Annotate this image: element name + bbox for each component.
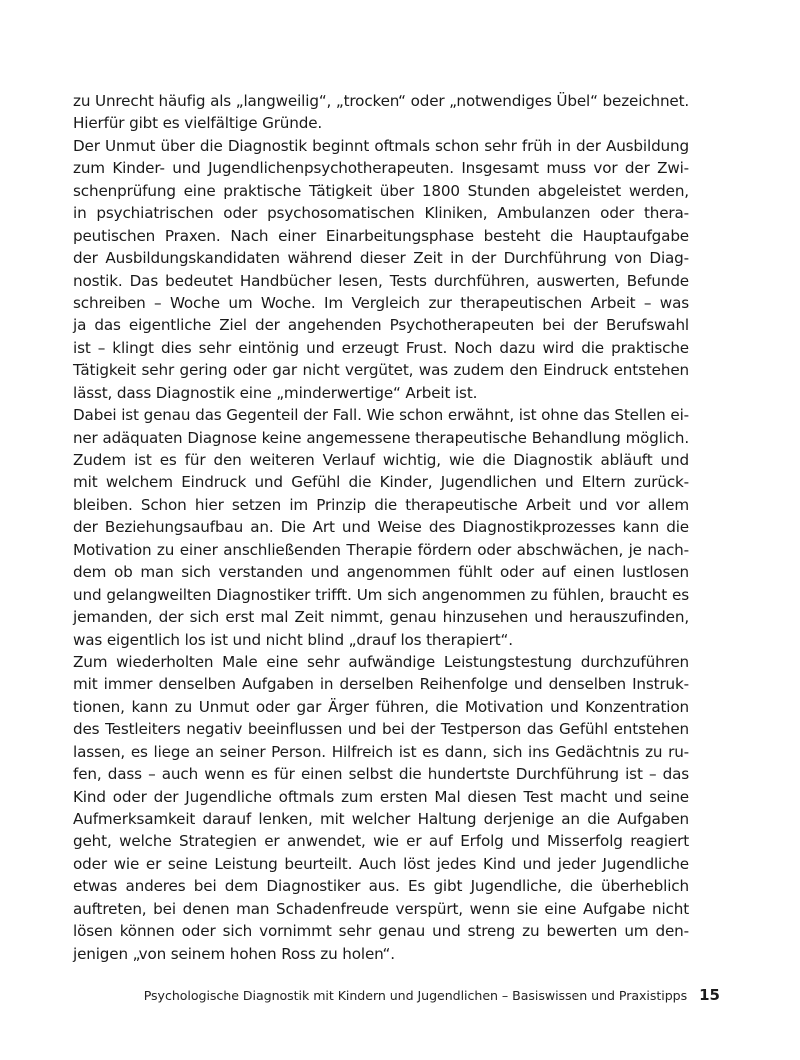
text-line: ist – klingt dies sehr eintönig und erzeugt Frust. Noch dazu wird die praktische	[73, 338, 689, 357]
text-line: schreiben – Woche um Woche. Im Vergleich zur therapeutischen Arbeit – was	[73, 293, 689, 312]
text-line: etwas anderes bei dem Diagnostiker aus. Es gibt Jugendliche, die überheblich	[73, 877, 689, 896]
text-line: was eigentlich los ist und nicht blind „drauf los therapiert“.	[73, 630, 513, 649]
page-footer	[144, 986, 720, 1004]
text-line: Kind oder der Jugendliche oftmals zum ersten Mal diesen Test macht und seine	[73, 787, 689, 806]
text-line: der Ausbildungskandidaten während dieser Zeit in der Durchführung von Diag-	[73, 249, 689, 268]
text-line: peutischen Praxen. Nach einer Einarbeitungsphase besteht die Hauptaufgabe	[73, 226, 689, 245]
text-line: Zudem ist es für den weiteren Verlauf wichtig, wie die Diagnostik abläuft und	[73, 451, 689, 469]
text-line: der Beziehungsaufbau an. Die Art und Weise des Diagnostikprozesses kann die	[73, 518, 689, 537]
text-line: und gelangweilten Diagnostiker trifft. Um sich angenommen zu fühlen, braucht es	[73, 585, 689, 604]
text-line: Hierfür gibt es vielfältige Gründe.	[73, 114, 323, 133]
text-line: des Testleiters negativ beeinflussen und bei der Testperson das Gefühl entstehen	[73, 720, 689, 739]
page-number: 15	[699, 986, 720, 1004]
text-line: Aufmerksamkeit darauf lenken, mit welcher Haltung derjenige an die Aufgaben	[73, 810, 689, 828]
text-line: ja das eigentliche Ziel der angehenden Psychotherapeuten bei der Berufswahl	[73, 316, 689, 335]
text-line: fen, dass – auch wenn es für einen selbst die hundertste Durchführung ist – das	[73, 765, 689, 784]
paragraph	[73, 135, 689, 404]
text-line: zum Kinder- und Jugendlichenpsychotherapeuten. Insgesamt muss vor der Zwi-	[73, 159, 689, 178]
text-line: zu Unrecht häufig als „langweilig“, „trocken“ oder „notwendiges Übel“ bezeichnet.	[73, 92, 690, 110]
text-line: lassen, es liege an seiner Person. Hilfreich ist es dann, sich ins Gedächtnis zu ru-	[73, 742, 689, 761]
text-line: Tätigkeit sehr gering oder gar nicht vergütet, was zudem den Eindruck entstehen	[73, 361, 689, 380]
text-line: dem ob man sich verstanden und angenommen fühlt oder auf einen lustlosen	[73, 563, 689, 582]
text-line: lässt, dass Diagnostik eine „minderwertige“ Arbeit ist.	[73, 383, 478, 402]
text-line: schenprüfung eine praktische Tätigkeit über 1800 Stunden abgeleistet werden,	[73, 181, 689, 200]
text-line: Der Unmut über die Diagnostik beginnt oftmals schon sehr früh in der Ausbildung	[73, 136, 689, 155]
text-line: auftreten, bei denen man Schadenfreude verspürt, wenn sie eine Aufgabe nicht	[73, 899, 689, 918]
text-line: lösen können oder sich vornimmt sehr genau und streng zu bewerten um den-	[73, 922, 689, 941]
paragraph	[73, 90, 689, 135]
text-line: Dabei ist genau das Gegenteil der Fall. Wie schon erwähnt, ist ohne das Stellen ei-	[73, 406, 689, 425]
paragraph	[73, 651, 689, 965]
text-line: Motivation zu einer anschließenden Therapie fördern oder abschwächen, je nach-	[73, 540, 689, 559]
text-line: ner adäquaten Diagnose keine angemessene therapeutische Behandlung möglich.	[73, 428, 689, 447]
text-line: nostik. Das bedeutet Handbücher lesen, Tests durchführen, auswerten, Befunde	[73, 271, 689, 290]
text-line: geht, welche Strategien er anwendet, wie er auf Erfolg und Misserfolg reagiert	[73, 832, 689, 851]
text-line: oder wie er seine Leistung beurteilt. Auch löst jedes Kind und jeder Jugendliche	[73, 854, 689, 873]
text-line: in psychiatrischen oder psychosomatischen Kliniken, Ambulanzen oder thera-	[73, 204, 689, 223]
paragraph	[73, 404, 689, 651]
text-line: mit welchem Eindruck und Gefühl die Kinder, Jugendlichen und Eltern zurück-	[73, 473, 689, 492]
text-line: Zum wiederholten Male eine sehr aufwändige Leistungstestung durchzuführen	[73, 652, 689, 671]
text-line: bleiben. Schon hier setzen im Prinzip die therapeutische Arbeit und vor allem	[73, 495, 689, 514]
text-line: jenigen „von seinem hohen Ross zu holen“.	[73, 944, 395, 963]
text-line: tionen, kann zu Unmut oder gar Ärger führen, die Motivation und Konzentration	[73, 697, 689, 716]
text-line: mit immer denselben Aufgaben in derselben Reihenfolge und denselben Instruk-	[73, 675, 689, 694]
text-line: jemanden, der sich erst mal Zeit nimmt, genau hinzusehen und herauszufinden,	[73, 608, 689, 627]
body-text	[73, 90, 689, 965]
running-footer-title: Psychologische Diagnostik mit Kindern und Jugendlichen – Basiswissen und Praxistipps	[143, 988, 688, 1003]
